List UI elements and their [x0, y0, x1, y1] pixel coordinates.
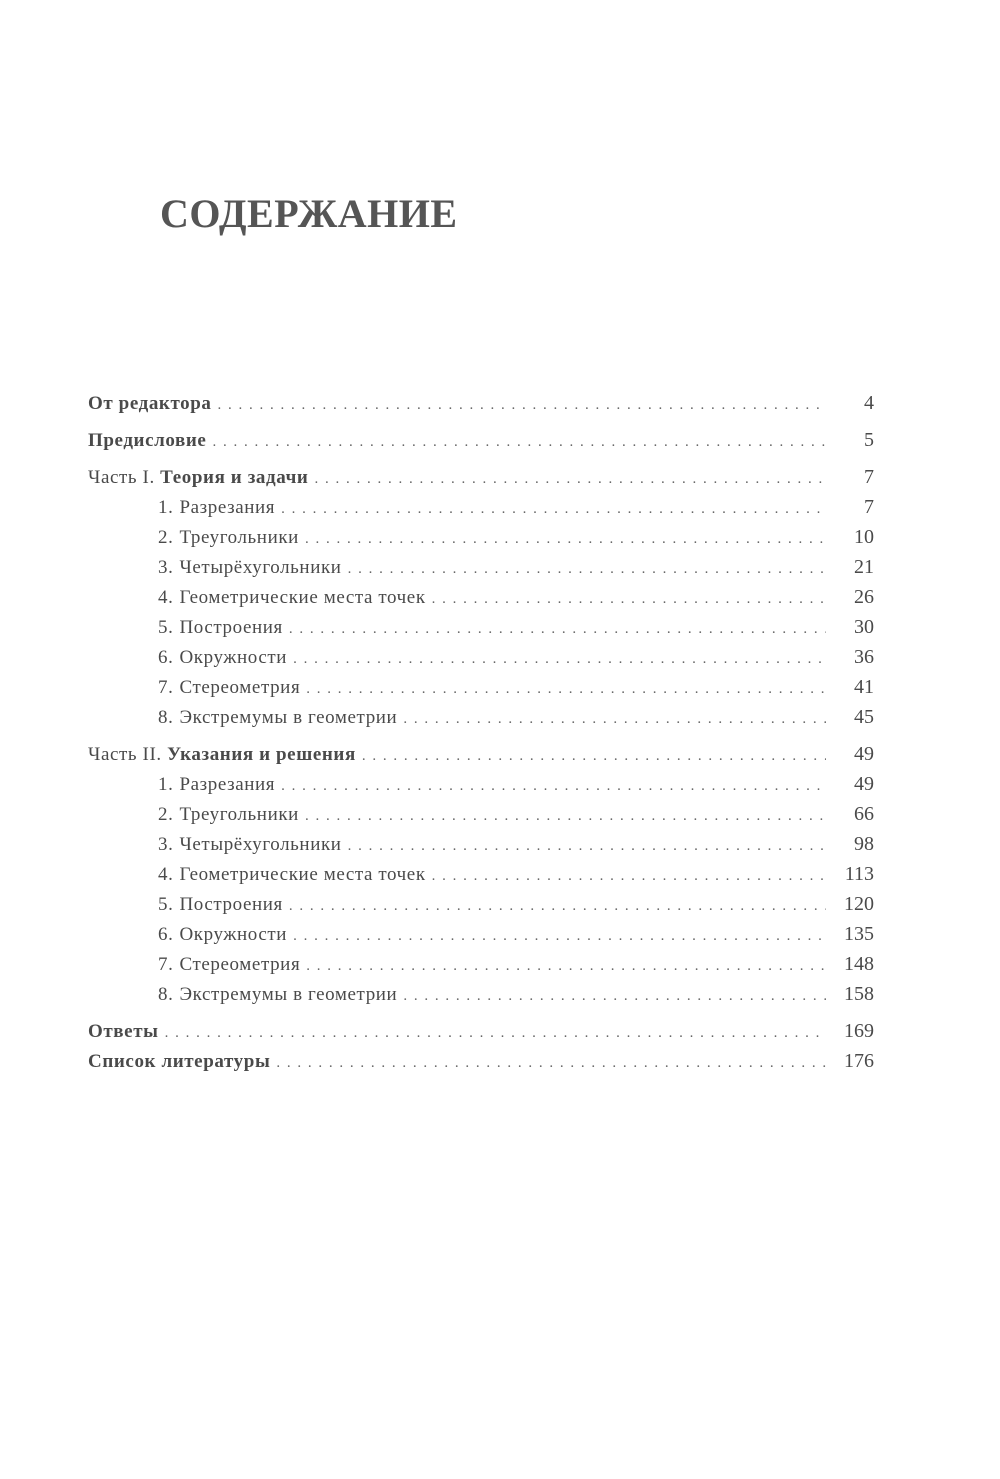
section-label: Окружности	[179, 647, 288, 668]
toc-page-number: 41	[854, 676, 874, 698]
section-label: Четырёхугольники	[179, 557, 342, 578]
dot-leader	[432, 861, 826, 891]
section-number: 5.	[158, 894, 174, 915]
dot-leader	[348, 554, 826, 584]
section-label: Построения	[179, 617, 283, 638]
section-number: 7.	[158, 677, 174, 698]
toc-page-number: 113	[844, 863, 874, 885]
toc-page-number: 169	[844, 1020, 874, 1042]
toc-page-number: 4	[864, 392, 874, 414]
dot-leader	[314, 464, 826, 494]
toc-page-number: 66	[854, 803, 874, 825]
section-label: Окружности	[179, 924, 288, 945]
dot-leader	[432, 584, 826, 614]
table-of-contents	[88, 388, 874, 1076]
section-number: 1.	[158, 497, 174, 518]
section-number: 8.	[158, 707, 174, 728]
section-label: Разрезания	[179, 497, 276, 518]
toc-page-number: 36	[854, 646, 874, 668]
toc-page-number: 26	[854, 586, 874, 608]
section-number: 4.	[158, 587, 174, 608]
section-number: 2.	[158, 804, 174, 825]
section-label: Построения	[179, 894, 283, 915]
toc-section[interactable]	[88, 949, 874, 979]
dot-leader	[289, 614, 826, 644]
toc-entry-preface[interactable]	[88, 425, 874, 455]
dot-leader	[403, 704, 826, 734]
toc-section[interactable]	[88, 522, 874, 552]
page-title: СОДЕРЖАНИЕ	[160, 191, 458, 236]
toc-page-number: 49	[854, 773, 874, 795]
toc-page-number: 49	[854, 743, 874, 765]
toc-section[interactable]	[88, 612, 874, 642]
toc-entry-label: Теория и задачи	[160, 467, 309, 488]
toc-section[interactable]	[88, 672, 874, 702]
toc-entry-editor-note[interactable]	[88, 388, 874, 418]
section-number: 6.	[158, 924, 174, 945]
section-number: 2.	[158, 527, 174, 548]
section-label: Разрезания	[179, 774, 276, 795]
toc-page-number: 176	[844, 1050, 874, 1072]
toc-page-number: 135	[844, 923, 874, 945]
dot-leader	[293, 921, 826, 951]
section-number: 7.	[158, 954, 174, 975]
dot-leader	[281, 494, 826, 524]
section-label: Треугольники	[179, 804, 299, 825]
section-number: 3.	[158, 557, 174, 578]
section-number: 4.	[158, 864, 174, 885]
toc-page-number: 7	[864, 496, 874, 518]
toc-section[interactable]	[88, 919, 874, 949]
toc-entry-label: Ответы	[88, 1021, 159, 1042]
toc-section[interactable]	[88, 889, 874, 919]
dot-leader	[212, 427, 826, 457]
toc-page-number: 148	[844, 953, 874, 975]
dot-leader	[348, 831, 826, 861]
toc-entry-part-2[interactable]	[88, 739, 874, 769]
toc-entry-label: Список литературы	[88, 1051, 271, 1072]
toc-page-number: 21	[854, 556, 874, 578]
dot-leader	[306, 951, 826, 981]
section-label: Стереометрия	[179, 954, 301, 975]
toc-page-number: 5	[864, 429, 874, 451]
dot-leader	[403, 981, 826, 1011]
toc-entry-label: От редактора	[88, 393, 212, 414]
toc-section[interactable]	[88, 582, 874, 612]
toc-entry-label: Предисловие	[88, 430, 207, 451]
section-label: Стереометрия	[179, 677, 301, 698]
toc-section[interactable]	[88, 829, 874, 859]
section-label: Геометрические места точек	[179, 587, 426, 608]
toc-page-number: 10	[854, 526, 874, 548]
toc-entry-label: Указания и решения	[167, 744, 356, 765]
toc-page-number: 120	[844, 893, 874, 915]
dot-leader	[281, 771, 826, 801]
toc-page-number: 45	[854, 706, 874, 728]
toc-page-number: 98	[854, 833, 874, 855]
section-label: Четырёхугольники	[179, 834, 342, 855]
toc-section[interactable]	[88, 492, 874, 522]
dot-leader	[362, 741, 826, 771]
dot-leader	[276, 1048, 826, 1078]
toc-entry-bibliography[interactable]	[88, 1046, 874, 1076]
dot-leader	[293, 644, 826, 674]
dot-leader	[305, 524, 826, 554]
toc-part-prefix: Часть I.	[88, 467, 155, 488]
section-label: Треугольники	[179, 527, 299, 548]
dot-leader	[305, 801, 826, 831]
dot-leader	[289, 891, 826, 921]
section-number: 3.	[158, 834, 174, 855]
toc-section[interactable]	[88, 642, 874, 672]
toc-page-number: 158	[844, 983, 874, 1005]
toc-entry-part-1[interactable]	[88, 462, 874, 492]
dot-leader	[165, 1018, 826, 1048]
toc-entry-answers[interactable]	[88, 1016, 874, 1046]
section-number: 8.	[158, 984, 174, 1005]
section-number: 5.	[158, 617, 174, 638]
section-label: Экстремумы в геометрии	[179, 984, 398, 1005]
toc-section[interactable]	[88, 552, 874, 582]
dot-leader	[218, 390, 826, 420]
section-label: Экстремумы в геометрии	[179, 707, 398, 728]
section-number: 1.	[158, 774, 174, 795]
toc-section[interactable]	[88, 799, 874, 829]
toc-section[interactable]	[88, 702, 874, 732]
dot-leader	[306, 674, 826, 704]
section-number: 6.	[158, 647, 174, 668]
toc-page-number: 7	[864, 466, 874, 488]
toc-section[interactable]	[88, 769, 874, 799]
toc-section[interactable]	[88, 859, 874, 889]
section-label: Геометрические места точек	[179, 864, 426, 885]
toc-section[interactable]	[88, 979, 874, 1009]
toc-page-number: 30	[854, 616, 874, 638]
toc-part-prefix: Часть II.	[88, 744, 162, 765]
